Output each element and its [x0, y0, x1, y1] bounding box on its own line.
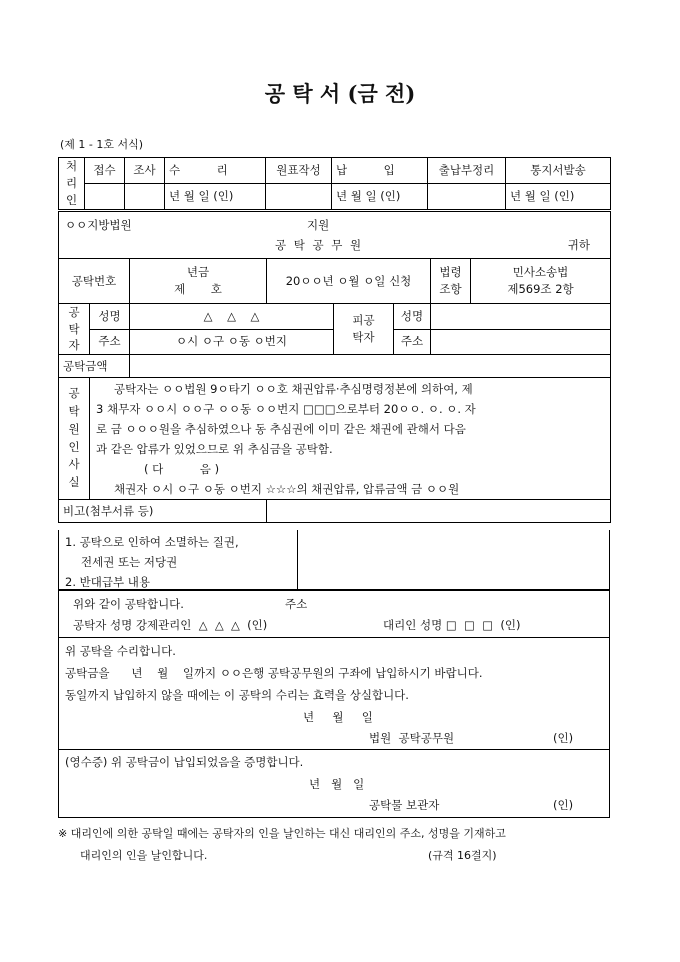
defendant-address-label: 주소 — [394, 329, 431, 355]
cell-review-blank — [125, 184, 165, 210]
header-cashbook: 출납부정리 — [428, 158, 506, 184]
header-notice-sent: 통지서발송 — [506, 158, 611, 184]
cause-line-4: 과 같은 압류가 있었으므로 위 추심금을 공탁함. — [96, 441, 333, 456]
rights-block — [58, 530, 610, 590]
deposit-number-cell — [130, 259, 267, 304]
rights-divider — [297, 530, 298, 589]
addressee-block — [59, 212, 611, 259]
payment-date: 년 월 일 (인) — [332, 184, 428, 210]
cell-ledger-blank — [266, 184, 332, 210]
application-line-2: 공탁자 성명 강제관리인 △ △ △ (인) — [73, 618, 268, 632]
application-address-label: 주소 — [285, 597, 308, 611]
header-payment: 납 입 — [332, 158, 428, 184]
honorific-label: 귀하 — [567, 238, 590, 252]
branch-label: 지원 — [307, 218, 330, 232]
depositor-side-label: 공 탁 자 — [59, 304, 90, 355]
rights-line-1: 1. 공탁으로 인하여 소멸하는 질권, — [65, 535, 239, 549]
court-name: ㅇㅇ지방법원 — [65, 218, 132, 232]
receipt-line-1: (영수증) 위 공탁금이 납입되었음을 증명합니다. — [65, 755, 304, 769]
depositor-name: △ △ △ — [130, 304, 334, 330]
cause-line-2: 3 채무자 ㅇㅇ시 ㅇㅇ구 ㅇㅇ동 ㅇㅇ번지 □□□으로부터 20ㅇㅇ. ㅇ. ㅇ. 자 — [96, 401, 476, 416]
deposit-number-line2: 제 호 — [174, 282, 222, 296]
cause-line-3: 로 금 ㅇㅇㅇ원을 추심하였으나 동 추심권에 이미 같은 채권에 관해서 다음 — [96, 421, 466, 436]
acceptance-line-2: 공탁금을 년 월 일까지 ㅇㅇ은행 공탁공무원의 구좌에 납입하시기 바랍니다. — [65, 666, 483, 680]
defendant-name-label: 성명 — [394, 304, 431, 330]
footnote-line-2: 대리인의 인을 날인합니다. — [80, 849, 208, 862]
defendant-name — [431, 304, 611, 330]
acceptance-line-1: 위 공탁을 수리합니다. — [65, 644, 176, 658]
processing-table — [58, 157, 611, 210]
amount-value — [130, 355, 611, 378]
header-accept: 수 리 — [165, 158, 266, 184]
header-review: 조사 — [125, 158, 165, 184]
application-date: 20ㅇㅇ년 ㅇ월 ㅇ일 신청 — [267, 259, 431, 304]
acceptance-block — [58, 638, 610, 750]
remarks-label: 비고(첨부서류 등) — [59, 500, 267, 523]
header-receipt: 접수 — [85, 158, 125, 184]
rights-line-2: 전세권 또는 저당권 — [81, 555, 178, 569]
acceptance-date: 년 월 일 — [303, 710, 373, 724]
cell-receipt-blank — [85, 184, 125, 210]
cause-line-5: ( 다 음 ) — [144, 461, 220, 476]
rights-line-3: 2. 반대급부 내용 — [65, 575, 150, 589]
receipt-seal: (인) — [553, 798, 574, 812]
processing-side-label: 처 리 인 — [59, 158, 85, 210]
defendant-side-label: 피공 탁자 — [334, 304, 394, 355]
amount-label: 공탁금액 — [59, 355, 130, 378]
document-title: 공 탁 서 (금 전) — [264, 81, 416, 106]
depositor-name-label: 성명 — [90, 304, 130, 330]
depositor-address: ㅇ시 ㅇ구 ㅇ동 ㅇ번지 — [130, 329, 334, 355]
receipt-block — [58, 750, 610, 818]
header-ledger-create: 원표작성 — [266, 158, 332, 184]
footnote-rule: (규격 16결지) — [428, 849, 497, 862]
cell-cashbook-blank — [428, 184, 506, 210]
acceptance-officer: 법원 공탁공무원 — [369, 731, 455, 745]
deposit-form-table — [58, 211, 611, 523]
acceptance-seal: (인) — [553, 731, 574, 745]
acceptance-line-3: 동일까지 납입하지 않을 때에는 이 공탁의 수리는 효력을 상실합니다. — [65, 688, 409, 702]
deposit-number-label: 공탁번호 — [59, 259, 130, 304]
law-value: 민사소송법 제569조 2항 — [471, 259, 611, 304]
deposit-number-line1: 년금 — [186, 265, 210, 280]
remarks-value — [267, 500, 611, 523]
cause-line-1: 공탁자는 ㅇㅇ법원 9ㅇ타기 ㅇㅇ호 채권압류·추심명령정본에 의하여, 제 — [114, 381, 473, 396]
notice-date: 년 월 일 (인) — [506, 184, 611, 210]
defendant-address — [431, 329, 611, 355]
agent-signature: 대리인 성명 □ □ □ (인) — [383, 618, 521, 632]
receipt-keeper: 공탁물 보관자 — [369, 798, 440, 812]
law-label: 법령 조항 — [431, 259, 471, 304]
accept-date: 년 월 일 (인) — [165, 184, 266, 210]
depositor-address-label: 주소 — [90, 329, 130, 355]
cause-side-label: 공 탁 원 인 사 실 — [59, 378, 90, 500]
officer-label: 공 탁 공 무 원 — [275, 238, 364, 252]
application-line-1: 위와 같이 공탁합니다. — [73, 597, 184, 611]
footnote-line-1: ※ 대리인에 의한 공탁일 때에는 공탁자의 인을 날인하는 대신 대리인의 주소, 성명을 기재하고 — [58, 827, 506, 840]
application-block — [58, 590, 610, 638]
cause-text — [90, 378, 611, 500]
receipt-date: 년 월 일 — [309, 777, 365, 791]
cause-line-6: 채권자 ㅇ시 ㅇ구 ㅇ동 ㅇ번지 ☆☆☆의 채권압류, 압류금액 금 ㅇㅇ원 — [114, 481, 460, 496]
form-number: (제 1 - 1호 서식) — [60, 138, 144, 151]
